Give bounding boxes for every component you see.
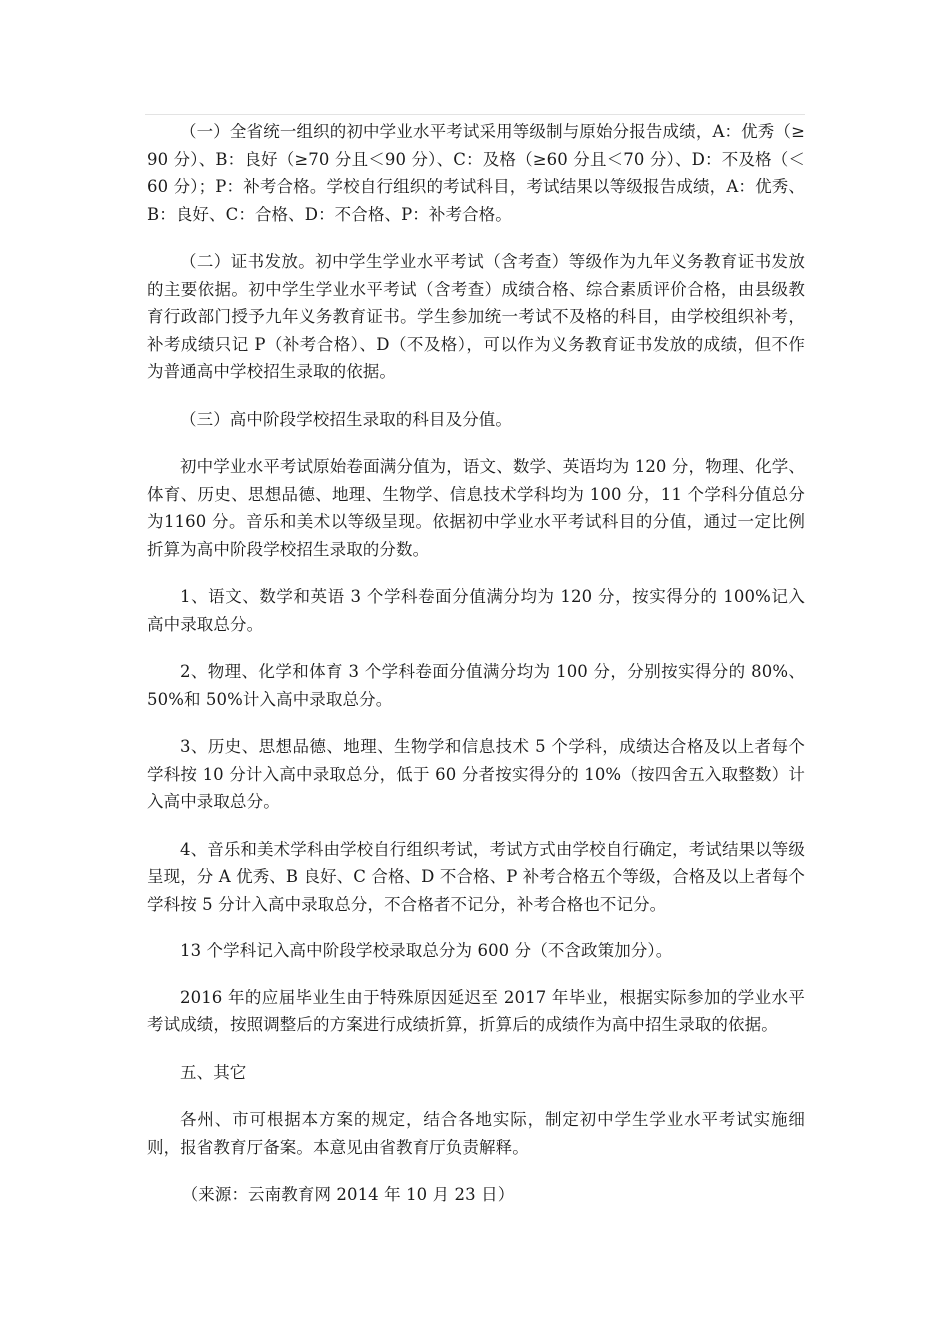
source-citation: （来源：云南教育网 2014 年 10 月 23 日） bbox=[181, 1185, 515, 1204]
paragraph-total-score: 13 个学科记入高中阶段学校录取总分为 600 分（不含政策加分）。 bbox=[180, 941, 673, 960]
paragraph-admission-subjects-heading: （三）高中阶段学校招生录取的科目及分值。 bbox=[180, 409, 512, 429]
paragraph-rule-1: 1、语文、数学和英语 3 个学科卷面分值满分均为 120 分，按实得分的 100%记入高中录取总分。 bbox=[147, 587, 805, 634]
paragraph-certificate-issuance: （二）证书发放。初中学生学业水平考试（含考查）等级作为九年义务教育证书发放的主要依据。初中学生学业水平考试（含考查）成绩合格、综合素质评价合格，由县级教育行政部门授予九年义务教育证书。学生参加统一考试不及格的科目，由学校组织补考，补考成绩只记 P（补考合格）、D（不及格），可以作为义务教育证书发放的成绩，但不作为普通高中学校招生录取的依据。 bbox=[147, 252, 805, 381]
paragraph-rule-3: 3、历史、思想品德、地理、生物学和信息技术 5 个学科，成绩达合格及以上者每个学科按 10 分计入高中录取总分，低于 60 分者按实得分的 10%（按四舍五入取整数）计入高中录取总分。 bbox=[147, 737, 805, 811]
paragraph-2016-graduates: 2016 年的应届毕业生由于特殊原因延迟至 2017 年毕业，根据实际参加的学业水平考试成绩，按照调整后的方案进行成绩折算，折算后的成绩作为高中招生录取的依据。 bbox=[147, 987, 805, 1034]
paragraph-implementation-rules: 各州、市可根据本方案的规定，结合各地实际，制定初中学生学业水平考试实施细则，报省教育厅备案。本意见由省教育厅负责解释。 bbox=[147, 1110, 805, 1157]
paragraph-grade-reporting: （一）全省统一组织的初中学业水平考试采用等级制与原始分报告成绩，A：优秀（≥90 分）、B：良好（≥70 分且＜90 分）、C：及格（≥60 分且＜70 分）、D：不及格（＜60 分）；P：补考合格。学校自行组织的考试科目，考试结果以等级报告成绩，A：优秀、B：良好、C：合格、D：不合格、P：补考合格。 bbox=[147, 122, 805, 224]
paragraph-raw-score-values: 初中学业水平考试原始卷面满分值为，语文、数学、英语均为 120 分，物理、化学、体育、历史、思想品德、地理、生物学、信息技术学科均为 100 分，11 个学科分值总分为1160 分。音乐和美术以等级呈现。依据初中学业水平考试科目的分值，通过一定比例折算为高中阶段学校招生录取的分数。 bbox=[147, 457, 805, 559]
top-divider bbox=[145, 114, 805, 115]
paragraph-rule-4: 4、音乐和美术学科由学校自行组织考试，考试方式由学校自行确定，考试结果以等级呈现，分 A 优秀、B 良好、C 合格、D 不合格、P 补考合格五个等级，合格及以上者每个学科按 5 分计入高中录取总分，不合格者不记分，补考合格也不记分。 bbox=[147, 839, 805, 914]
document-body bbox=[147, 118, 805, 1209]
section-heading-other: 五、其它 bbox=[180, 1062, 247, 1082]
paragraph-rule-2: 2、物理、化学和体育 3 个学科卷面分值满分均为 100 分，分别按实得分的 80%、50%和 50%计入高中录取总分。 bbox=[147, 662, 805, 709]
